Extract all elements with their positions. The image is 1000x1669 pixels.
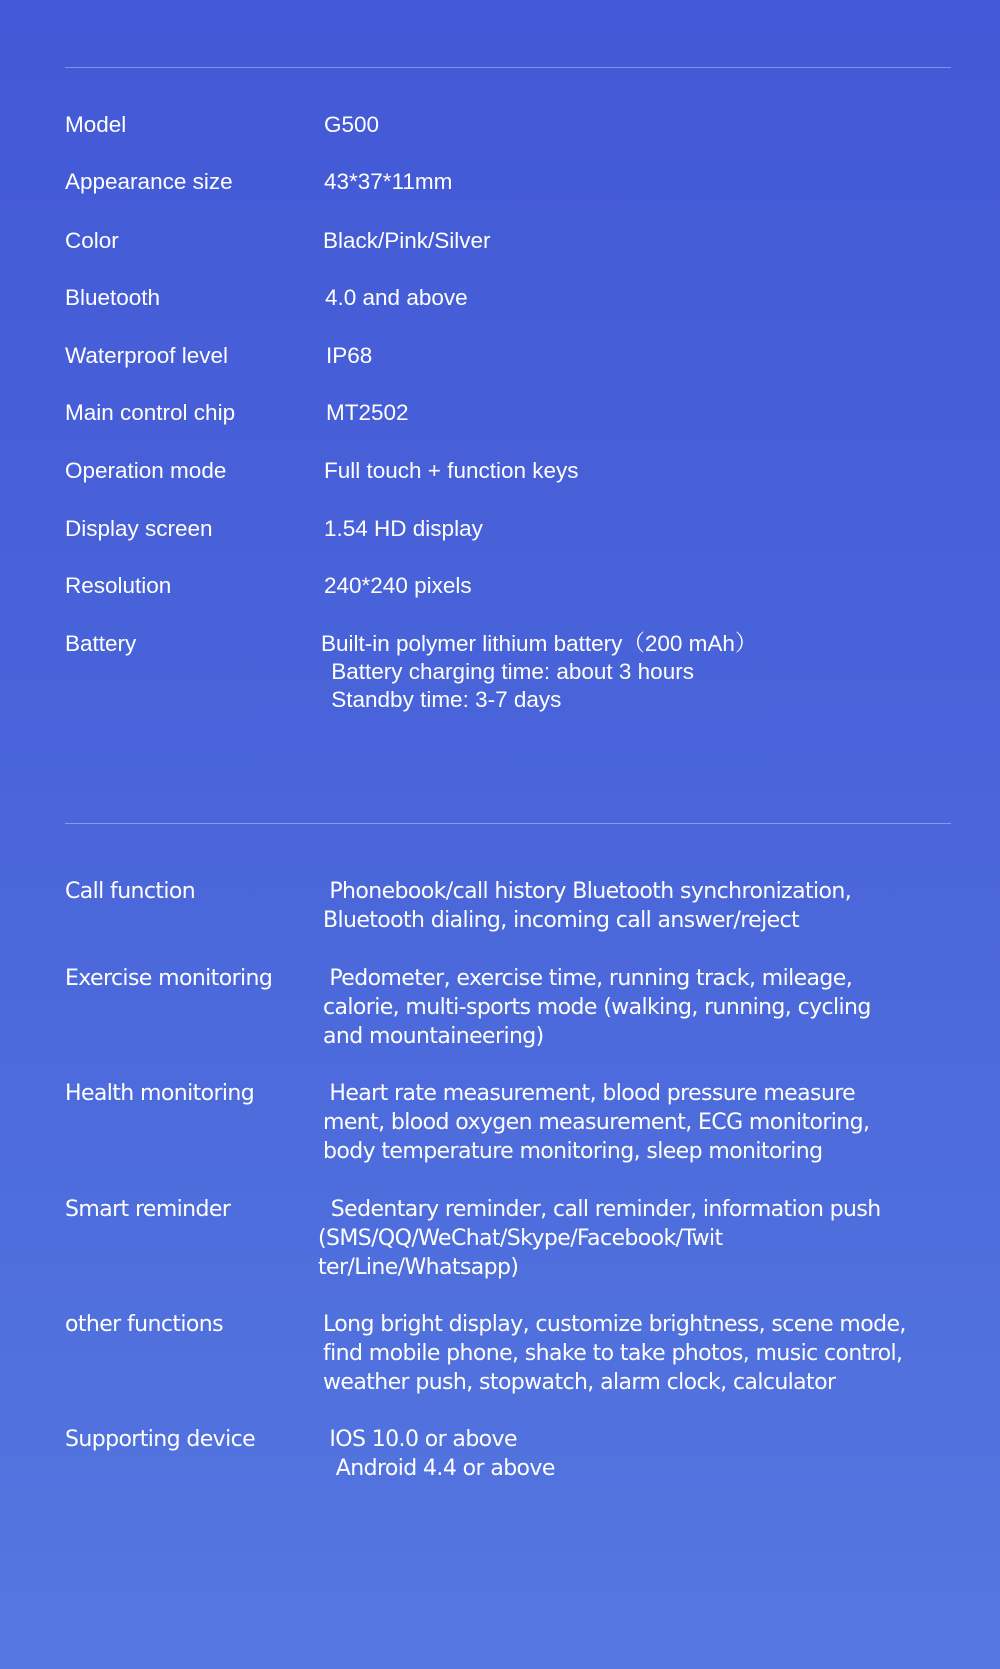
spec-value-line: (SMS/QQ/WeChat/Skype/Facebook/Twit — [318, 1226, 723, 1251]
spec-value-line: ter/Line/Whatsapp) — [318, 1255, 519, 1280]
spec-value-line: 1.54 HD display — [324, 516, 483, 541]
spec-value-line: Sedentary reminder, call reminder, information push — [318, 1197, 881, 1222]
spec-label: Waterproof level — [65, 343, 228, 368]
spec-value-line: G500 — [324, 112, 380, 137]
spec-value — [321, 630, 757, 714]
spec-label: Appearance size — [65, 169, 233, 194]
spec-value — [325, 284, 468, 312]
spec-value-line: ment, blood oxygen measurement, ECG monitoring, — [323, 1110, 870, 1135]
spec-label: Call function — [65, 879, 196, 904]
spec-label: Health monitoring — [65, 1081, 255, 1106]
spec-value — [326, 399, 409, 427]
spec-value-line: Pedometer, exercise time, running track, mileage, — [323, 966, 853, 991]
spec-value — [323, 877, 851, 935]
spec-value — [324, 457, 579, 485]
spec-value-line: Full touch + function keys — [324, 458, 579, 483]
spec-value-line: Android 4.4 or above — [323, 1456, 555, 1481]
spec-value-line: and mountaineering) — [323, 1024, 544, 1049]
spec-value-line: 4.0 and above — [325, 285, 468, 310]
spec-value-line: Bluetooth dialing, incoming call answer/reject — [323, 908, 800, 933]
spec-value — [323, 1079, 869, 1166]
spec-value — [324, 111, 379, 139]
spec-value-line: Built-in polymer lithium battery（200 mAh） — [321, 631, 758, 656]
spec-value-line: Standby time: 3-7 days — [325, 687, 562, 712]
spec-value-line: Long bright display, customize brightness, scene mode, — [323, 1312, 906, 1337]
spec-value — [324, 572, 472, 600]
spec-label: Main control chip — [65, 400, 236, 425]
spec-value — [326, 342, 372, 370]
spec-label: Color — [65, 228, 119, 253]
spec-value — [323, 227, 491, 255]
middle-divider — [65, 823, 951, 824]
spec-value-line: weather push, stopwatch, alarm clock, calculator — [323, 1370, 836, 1395]
spec-value — [324, 515, 483, 543]
spec-value-line: Black/Pink/Silver — [323, 228, 491, 253]
spec-label: Bluetooth — [65, 285, 161, 310]
spec-label: Supporting device — [65, 1427, 256, 1452]
spec-value-line: Battery charging time: about 3 hours — [325, 659, 694, 684]
spec-value — [323, 964, 871, 1051]
spec-label: Display screen — [65, 516, 213, 541]
spec-label: other functions — [65, 1312, 223, 1337]
spec-value-line: IOS 10.0 or above — [323, 1427, 517, 1452]
spec-value-line: calorie, multi-sports mode (walking, running, cycling — [323, 995, 871, 1020]
spec-value-line: 240*240 pixels — [324, 573, 472, 598]
spec-value — [323, 1310, 906, 1397]
spec-label: Exercise monitoring — [65, 966, 273, 991]
spec-value — [318, 1195, 881, 1282]
spec-label: Battery — [65, 631, 137, 656]
spec-label: Resolution — [65, 573, 172, 598]
spec-value — [323, 1425, 555, 1483]
spec-value-line: IP68 — [326, 343, 373, 368]
spec-value-line: Heart rate measurement, blood pressure measure — [323, 1081, 856, 1106]
spec-value — [324, 168, 452, 196]
spec-label: Model — [65, 112, 127, 137]
spec-value-line: MT2502 — [326, 400, 409, 425]
spec-value-line: body temperature monitoring, sleep monitoring — [323, 1139, 823, 1164]
spec-value-line: find mobile phone, shake to take photos, music control, — [323, 1341, 903, 1366]
spec-value-line: Phonebook/call history Bluetooth synchronization, — [323, 879, 852, 904]
spec-value-line: 43*37*11mm — [324, 169, 453, 194]
spec-label: Operation mode — [65, 458, 227, 483]
spec-label: Smart reminder — [65, 1197, 231, 1222]
top-divider — [65, 67, 951, 68]
